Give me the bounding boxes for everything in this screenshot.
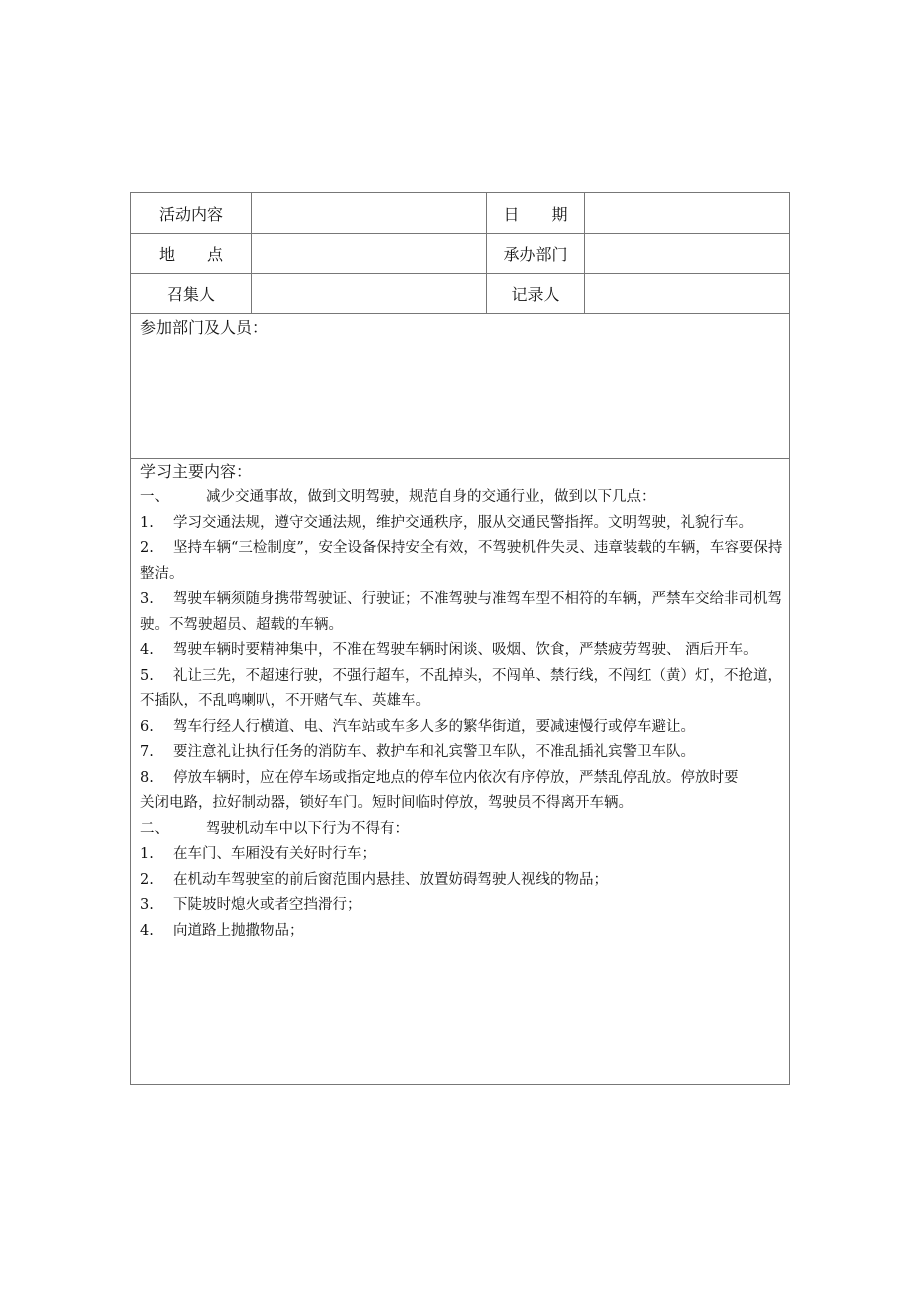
grid-divider: [584, 193, 585, 314]
label-organizer-dept: 承办部门: [503, 245, 568, 264]
list-item: [140, 919, 785, 945]
item-text: 驾驶车辆时要精神集中，不准在驾驶车辆时闲谈、吸烟、饮食，严禁疲劳驾驶、 酒后开车。: [173, 642, 758, 658]
list-item: [140, 868, 785, 894]
participants-label: 参加部门及人员：: [140, 318, 269, 337]
row-convener-recorder: [131, 274, 789, 314]
item-text: 向道路上抛撒物品；: [173, 922, 304, 939]
list-item: [140, 587, 785, 638]
item-number: 1.: [140, 514, 154, 531]
section-heading: [140, 485, 785, 511]
item-number: 6.: [140, 718, 154, 735]
field-convener[interactable]: [252, 274, 486, 313]
item-text: 在机动车驾驶室的前后窗范围内悬挂、放置妨碍驾驶人视线的物品；: [173, 871, 608, 888]
field-location[interactable]: [252, 234, 486, 273]
list-item: [140, 842, 785, 868]
label-date: 日 期: [503, 204, 568, 224]
list-item: [140, 740, 785, 766]
label-recorder: 记录人: [511, 285, 560, 304]
item-text: 在车门、车厢没有关好时行车；: [173, 846, 376, 862]
item-text: 要注意礼让执行任务的消防车、救护车和礼宾警卫车队，不准乱插礼宾警卫车队。: [173, 744, 695, 760]
section-number: 一、: [140, 489, 169, 505]
participants-section[interactable]: [131, 314, 789, 459]
section-title: 减少交通事故，做到文明驾驶，规范自身的交通行业，做到以下几点：: [206, 489, 656, 505]
item-number: 3.: [140, 897, 154, 913]
list-item: [140, 664, 785, 715]
grid-divider: [486, 193, 487, 314]
activity-record-form: [130, 192, 790, 1085]
label-location: 地 点: [158, 245, 223, 264]
row-activity-date: [131, 193, 789, 234]
item-number: 7.: [140, 744, 154, 760]
item-text: 坚持车辆“三检制度”，安全设备保持安全有效，不驾驶机件失灵、违章装载的车辆，车容要保持整洁。: [140, 540, 783, 582]
list-item-continuation: 关闭电路，拉好制动器，锁好车门。短时间临时停放，驾驶员不得离开车辆。: [140, 795, 633, 811]
row-location-dept: [131, 234, 789, 274]
item-number: 5.: [140, 667, 154, 684]
label-convener: 召集人: [166, 285, 215, 304]
item-number: 2.: [140, 540, 154, 556]
item-number: 1.: [140, 846, 154, 862]
list-item: [140, 638, 785, 664]
item-text: 礼让三先，不超速行驶，不强行超车，不乱掉头，不闯单、禁行线，不闯红（黄）灯，不抢道，不插队，不乱鸣喇叭，不开赌气车、英雄车。: [140, 667, 782, 709]
list-item: [140, 766, 785, 792]
study-content-label: 学习主要内容：: [140, 462, 253, 481]
section-title: 驾驶机动车中以下行为不得有：: [206, 820, 409, 837]
label-activity-content: 活动内容: [158, 204, 223, 224]
item-number: 8.: [140, 769, 154, 786]
list-item: [140, 893, 785, 919]
grid-divider: [251, 193, 252, 314]
field-date[interactable]: [585, 193, 790, 233]
study-content-body: [140, 485, 785, 944]
list-item: [140, 715, 785, 741]
list-item: [140, 536, 785, 587]
item-number: 4.: [140, 642, 154, 658]
item-number: 3.: [140, 591, 154, 607]
item-number: 4.: [140, 922, 154, 939]
item-text: 学习交通法规，遵守交通法规，维护交通秩序，服从交通民警指挥。文明驾驶，礼貌行车。: [173, 514, 753, 531]
item-text: 驾驶车辆须随身携带驾驶证、行驶证；不准驾驶与准驾车型不相符的车辆，严禁车交给非司机驾驶。不驾驶超员、超载的车辆。: [140, 591, 782, 633]
field-recorder[interactable]: [585, 274, 790, 313]
section-number: 二、: [140, 820, 169, 837]
item-text: 下陡坡时熄火或者空挡滑行；: [173, 897, 362, 913]
item-text: 停放车辆时，应在停车场或指定地点的停车位内依次有序停放，严禁乱停乱放。停放时要: [173, 769, 739, 786]
field-activity-content[interactable]: [252, 193, 486, 233]
field-organizer-dept[interactable]: [585, 234, 790, 273]
list-item: [140, 511, 785, 537]
section-heading: [140, 817, 785, 843]
item-number: 2.: [140, 871, 154, 888]
item-text: 驾车行经人行横道、电、汽车站或车多人多的繁华街道，要减速慢行或停车避让。: [173, 718, 695, 735]
